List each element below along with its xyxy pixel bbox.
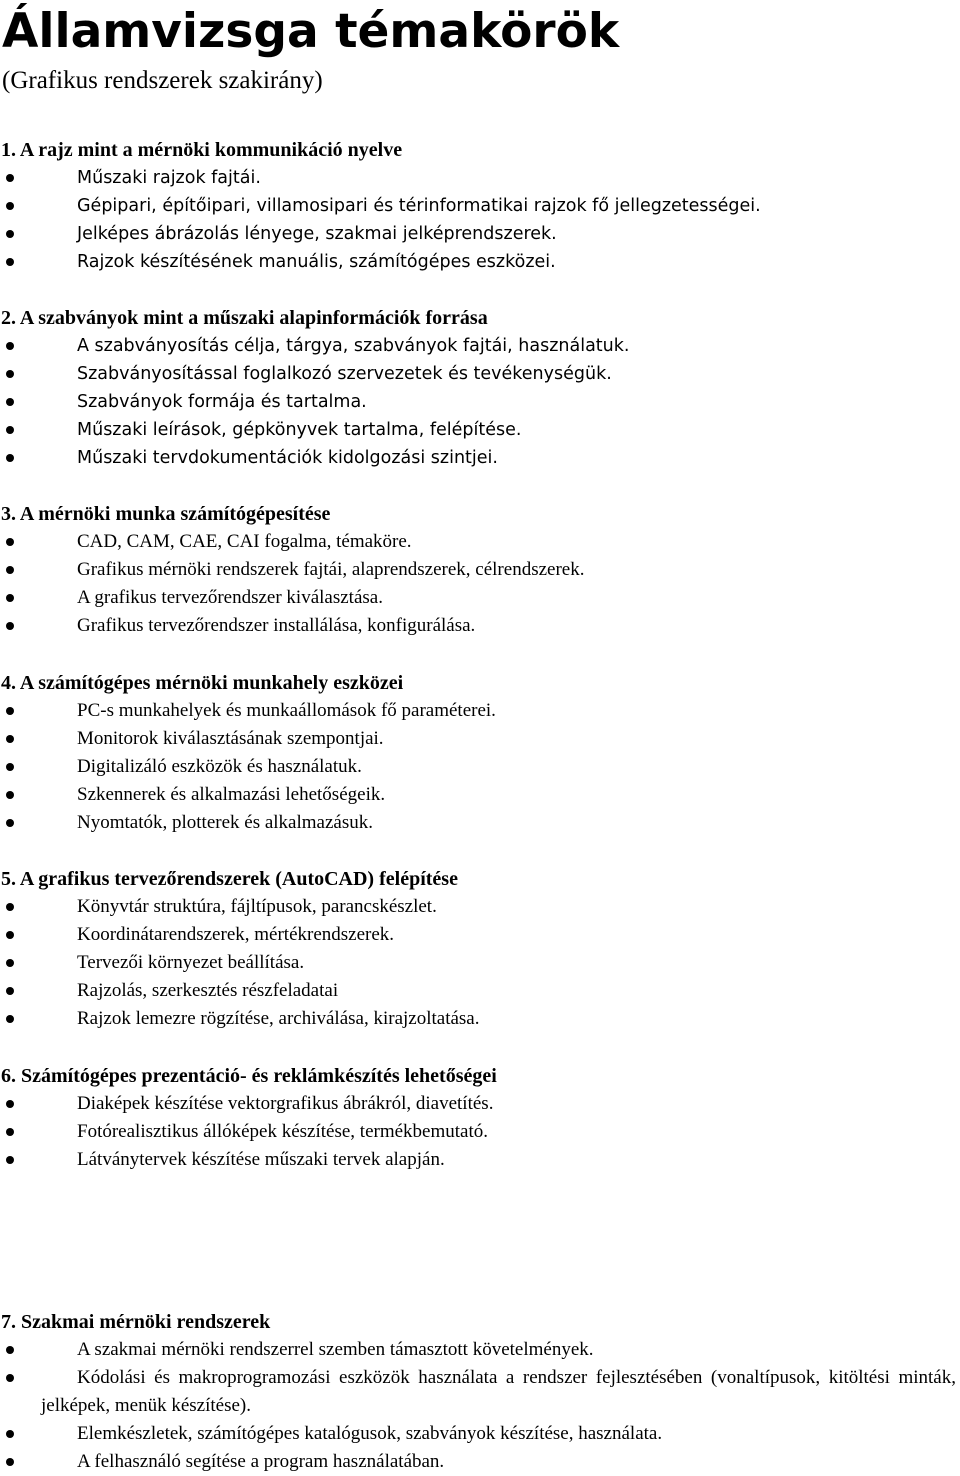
bullet-icon [6, 1128, 14, 1136]
bullet-icon [6, 707, 14, 715]
bullet-icon [6, 1430, 14, 1438]
section-heading: 7. Szakmai mérnöki rendszerek [1, 1311, 271, 1333]
list-item-text: Könyvtár struktúra, fájltípusok, parancskészlet. [77, 896, 437, 917]
list-item [0, 332, 960, 360]
bullet-icon [6, 398, 14, 406]
list-item [0, 781, 960, 809]
list-item [0, 697, 960, 725]
list-item-text: CAD, CAM, CAE, CAI fogalma, témaköre. [77, 531, 412, 552]
list-item [0, 248, 960, 276]
list-item-text: Rajzok lemezre rögzítése, archiválása, kirajzoltatása. [77, 1008, 480, 1029]
bullet-icon [6, 258, 14, 266]
bullet-icon [6, 370, 14, 378]
bullet-icon [6, 763, 14, 771]
bullet-icon [6, 1374, 14, 1382]
bullet-icon [6, 959, 14, 967]
bullet-icon [6, 735, 14, 743]
topic-section-2 [0, 304, 960, 472]
list-item-text: Grafikus mérnöki rendszerek fajtái, alaprendszerek, célrendszerek. [77, 559, 585, 580]
list-item-text: Grafikus tervezőrendszer installálása, konfigurálása. [77, 615, 476, 636]
bullet-icon [6, 819, 14, 827]
list-item [0, 1336, 960, 1364]
list-item [0, 1090, 960, 1118]
list-item-text: Szabványok formája és tartalma. [77, 392, 367, 412]
list-item-text: Műszaki tervdokumentációk kidolgozási szintjei. [77, 448, 498, 468]
topic-section-3 [0, 500, 960, 640]
list-item-text: Műszaki rajzok fajtái. [77, 168, 261, 188]
list-item-text: Szkennerek és alkalmazási lehetőségeik. [77, 784, 386, 805]
bullet-icon [6, 1156, 14, 1164]
list-item-text: A szabványosítás célja, tárgya, szabványok fajtái, használatuk. [77, 336, 630, 356]
section-heading: 3. A mérnöki munka számítógépesítése [1, 503, 331, 525]
page-title: Államvizsga témakörök [2, 4, 620, 59]
list-item [0, 1420, 960, 1448]
list-item [0, 1005, 960, 1033]
topic-section-5 [0, 865, 960, 1033]
list-item [0, 584, 960, 612]
list-item-text: Digitalizáló eszközök és használatuk. [77, 756, 362, 777]
bullet-icon [6, 791, 14, 799]
list-item [0, 192, 960, 220]
section-heading: 2. A szabványok mint a műszaki alapinformációk forrása [1, 307, 488, 329]
bullet-icon [6, 1346, 14, 1354]
list-item-text: Monitorok kiválasztásának szempontjai. [77, 728, 384, 749]
list-item-text: Diaképek készítése vektorgrafikus ábrákról, diavetítés. [77, 1093, 494, 1114]
list-item [0, 416, 960, 444]
list-item-text: Nyomtatók, plotterek és alkalmazásuk. [77, 812, 373, 833]
bullet-icon [6, 622, 14, 630]
bullet-icon [6, 1458, 14, 1466]
list-item [0, 977, 960, 1005]
bullet-icon [6, 538, 14, 546]
bullet-icon [6, 594, 14, 602]
section-heading: 5. A grafikus tervezőrendszerek (AutoCAD) felépítése [1, 868, 458, 890]
list-item [0, 444, 960, 472]
bullet-icon [6, 230, 14, 238]
page-subtitle: (Grafikus rendszerek szakirány) [2, 67, 323, 94]
bullet-icon [6, 1100, 14, 1108]
topic-section-1 [0, 136, 960, 276]
list-item [0, 1146, 960, 1174]
list-item-text: A szakmai mérnöki rendszerrel szemben támasztott követelmények. [77, 1339, 594, 1360]
bullet-icon [6, 342, 14, 350]
section-heading: 6. Számítógépes prezentáció- és reklámkészítés lehetőségei [1, 1065, 497, 1087]
list-item [0, 556, 960, 584]
list-item [0, 921, 960, 949]
list-item-text: Koordinátarendszerek, mértékrendszerek. [77, 924, 395, 945]
list-item [0, 164, 960, 192]
list-item-text: A grafikus tervezőrendszer kiválasztása. [77, 587, 383, 608]
list-item-text: Látványtervek készítése műszaki tervek alapján. [77, 1149, 445, 1170]
list-item [0, 893, 960, 921]
bullet-icon [6, 903, 14, 911]
list-item [0, 725, 960, 753]
bullet-icon [6, 202, 14, 210]
bullet-icon [6, 1015, 14, 1023]
list-item [0, 388, 960, 416]
bullet-icon [6, 426, 14, 434]
list-item-text: Műszaki leírások, gépkönyvek tartalma, felépítése. [77, 420, 522, 440]
list-item-text: Tervezői környezet beállítása. [77, 952, 305, 973]
topic-section-6 [0, 1062, 960, 1174]
list-item-text: Elemkészletek, számítógépes katalógusok, szabványok készítése, használata. [77, 1423, 663, 1444]
bullet-icon [6, 174, 14, 182]
section-heading: 4. A számítógépes mérnöki munkahely eszközei [1, 672, 404, 694]
list-item-text: A felhasználó segítése a program használatában. [77, 1451, 445, 1472]
list-item [0, 612, 960, 640]
list-item [0, 949, 960, 977]
topic-section-4 [0, 669, 960, 837]
bullet-icon [6, 987, 14, 995]
list-item [0, 1364, 960, 1420]
section-heading: 1. A rajz mint a mérnöki kommunikáció nyelve [1, 139, 403, 161]
list-item [0, 1448, 960, 1476]
list-item [0, 528, 960, 556]
list-item [0, 809, 960, 837]
bullet-icon [6, 566, 14, 574]
list-item [0, 220, 960, 248]
list-item-text: Szabványosítással foglalkozó szervezetek és tevékenységük. [77, 364, 612, 384]
list-item [0, 1118, 960, 1146]
list-item-text: Jelképes ábrázolás lényege, szakmai jelképrendszerek. [77, 224, 557, 244]
list-item-text: Kódolási és makroprogramozási eszközök használata a rendszer fejlesztésében (vonaltípusok, kitöltési minták, jelképek, menük készítése). [41, 1367, 956, 1416]
list-item [0, 753, 960, 781]
list-item-text: Gépipari, építőipari, villamosipari és térinformatikai rajzok fő jellegzetességei. [77, 196, 761, 216]
bullet-icon [6, 931, 14, 939]
list-item-text: Rajzok készítésének manuális, számítógépes eszközei. [77, 252, 556, 272]
topic-section-7 [0, 1308, 960, 1476]
list-item [0, 360, 960, 388]
list-item-text: Fotórealisztikus állóképek készítése, termékbemutató. [77, 1121, 489, 1142]
bullet-icon [6, 454, 14, 462]
list-item-text: PC-s munkahelyek és munkaállomások fő paraméterei. [77, 700, 496, 721]
list-item-text: Rajzolás, szerkesztés részfeladatai [77, 980, 339, 1001]
